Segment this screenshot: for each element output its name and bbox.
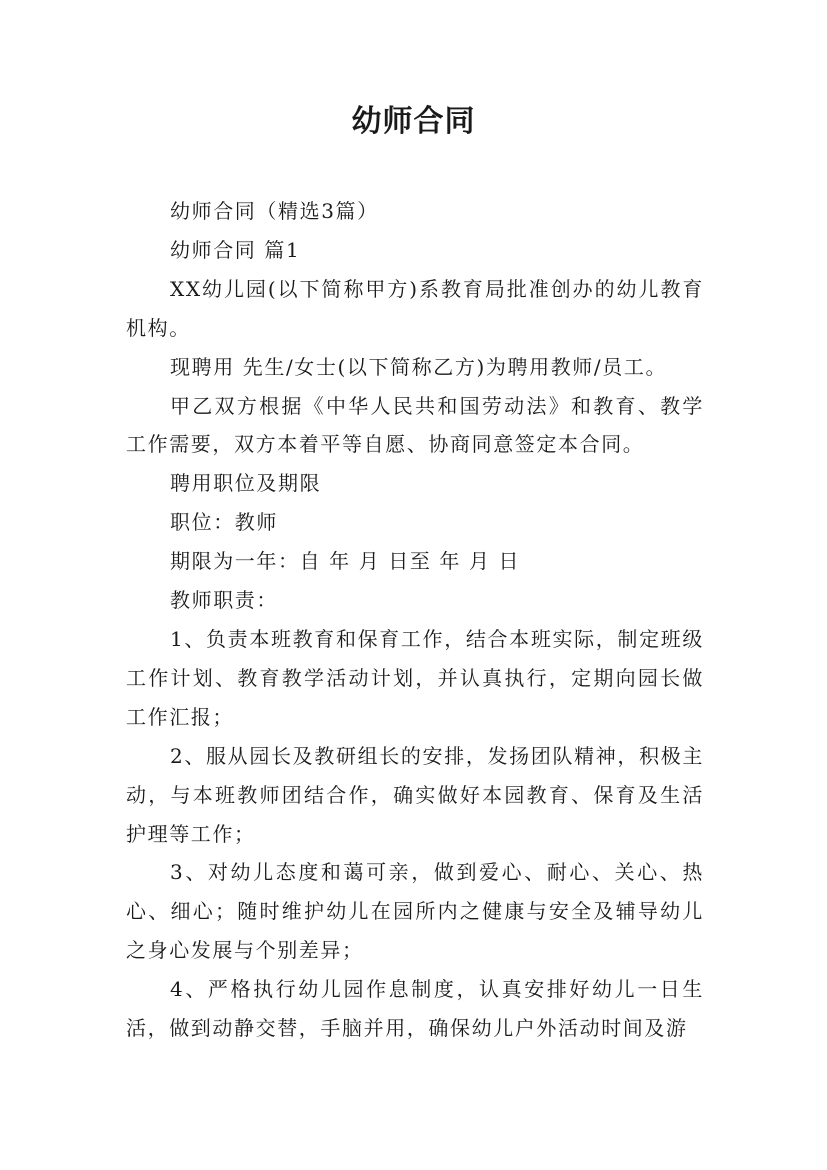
duties-heading: 教师职责： — [170, 588, 278, 613]
duty-item-4: 4、严格执行幼儿园作息制度，认真安排好幼儿一日生活，做到动静交替，手脑并用，确保幼儿户外活动时间及游 — [126, 977, 704, 1041]
term-line: 期限为一年：自 年 月 日至 年 月 日 — [170, 549, 521, 574]
subtitle-paragraph: 幼师合同（精选3篇） — [170, 199, 379, 223]
hire-paragraph: 现聘用 先生/女士(以下简称乙方)为聘用教师/员工。 — [170, 354, 668, 379]
document-title: 幼师合同 — [351, 104, 476, 139]
document-body — [126, 192, 704, 1048]
duty-item-2: 2、服从园长及教研组长的安排，发扬团队精神，积极主动，与本班教师团结合作，确实做好本园教育、保育及生活护理等工作； — [126, 743, 704, 846]
section-heading: 幼师合同 篇1 — [170, 237, 301, 262]
duty-item-3: 3、对幼儿态度和蔼可亲，做到爱心、耐心、关心、热心、细心；随时维护幼儿在园所内之健康与安全及辅导幼儿之身心发展与个别差异； — [126, 860, 704, 963]
intro-paragraph: XX幼儿园(以下简称甲方)系教育局批准创办的幼儿教育机构。 — [126, 276, 704, 340]
position-heading: 聘用职位及期限 — [170, 471, 322, 496]
basis-paragraph: 甲乙双方根据《中华人民共和国劳动法》和教育、教学工作需要，双方本着平等自愿、协商同意签定本合同。 — [126, 393, 704, 457]
duty-item-1: 1、负责本班教育和保育工作，结合本班实际，制定班级工作计划、教育教学活动计划，并认真执行，定期向园长做工作汇报； — [126, 626, 704, 729]
position-line: 职位：教师 — [170, 510, 278, 535]
